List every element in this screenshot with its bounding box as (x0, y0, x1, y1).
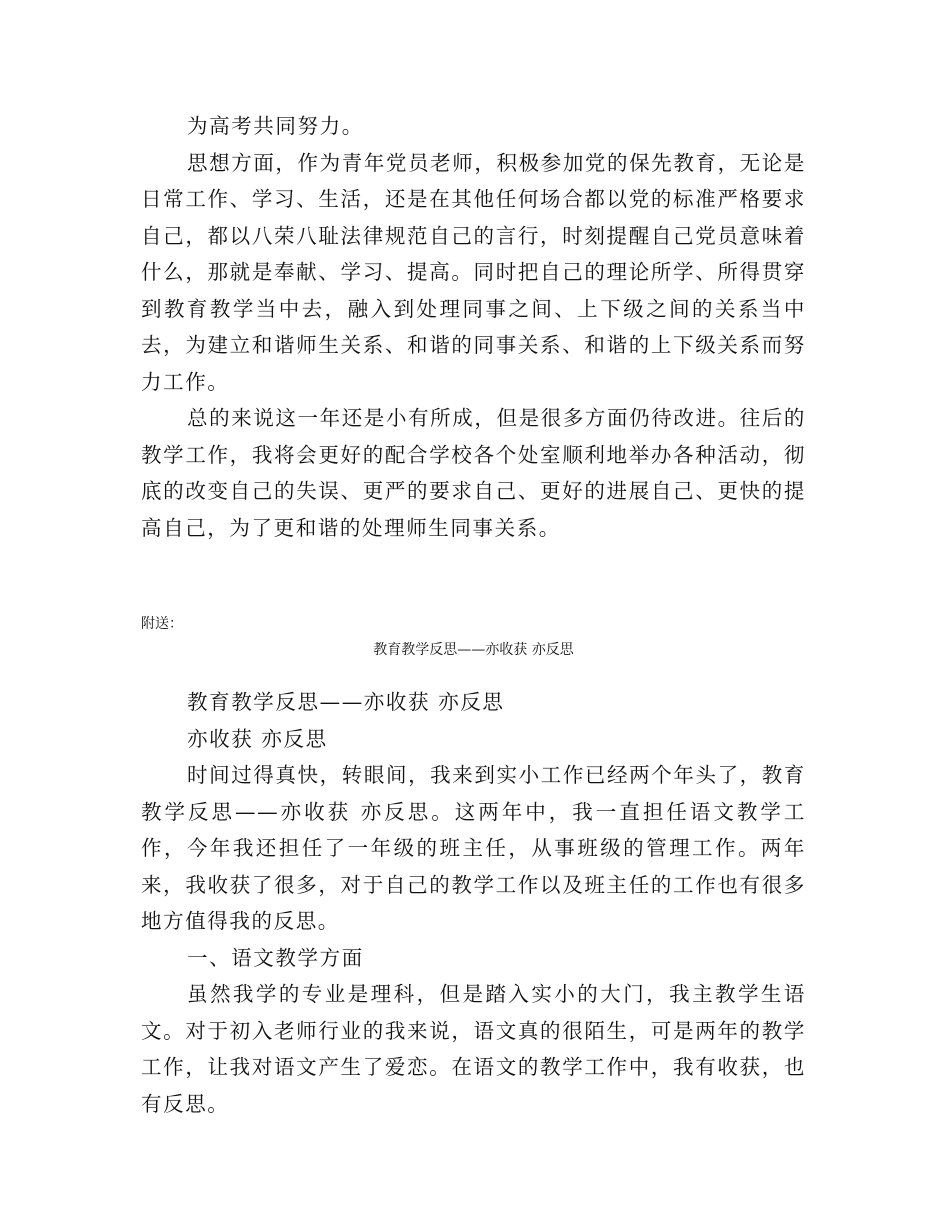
section-heading: 教育教学反思——亦收获 亦反思 (187, 690, 505, 714)
section-heading-chinese-teaching: 一、语文教学方面 (187, 945, 364, 970)
document-body-bottom (141, 684, 806, 1122)
section-subheading: 亦收获 亦反思 (187, 726, 328, 751)
appendix-label: 附送： (141, 616, 183, 632)
paragraph-intro: 时间过得真快，转眼间，我来到实小工作已经两个年头了，教育教学反思——亦收获 亦反思。这两年中，我一直担任语文教学工作，今年我还担任了一年级的班主任，从事班级的管理工作。两年来，我收获了很多，对于自己的教学工作以及班主任的工作也有很多地方值得我的反思。 (141, 763, 806, 933)
paragraph-ideology: 思想方面，作为青年党员老师，积极参加党的保先教育，无论是日常工作、学习、生活，还是在其他任何场合都以党的标准严格要求自己，都以八荣八耻法律规范自己的言行，时刻提醒自己党员意味着什么，那就是奉献、学习、提高。同时把自己的理论所学、所得贯穿到教育教学当中去，融入到处理同事之间、上下级之间的关系当中去，为建立和谐师生关系、和谐的同事关系、和谐的上下级关系而努力工作。 (141, 150, 806, 394)
appendix-title: 教育教学反思——亦收获 亦反思 (373, 642, 574, 658)
paragraph-continuation: 为高考共同努力。 (187, 114, 364, 138)
paragraph-summary: 总的来说这一年还是小有所成，但是很多方面仍待改进。往后的教学工作，我将会更好的配合学校各个处室顺利地举办各种活动，彻底的改变自己的失误、更严的要求自己、更好的进展自己、更快的提高自己，为了更和谐的处理师生同事关系。 (141, 406, 806, 540)
document-body-top (141, 108, 806, 546)
paragraph-chinese-teaching: 虽然我学的专业是理科，但是踏入实小的大门，我主教学生语文。对于初入老师行业的我来说，语文真的很陌生，可是两年的教学工作，让我对语文产生了爱恋。在语文的教学工作中，我有收获，也有反思。 (141, 982, 806, 1116)
